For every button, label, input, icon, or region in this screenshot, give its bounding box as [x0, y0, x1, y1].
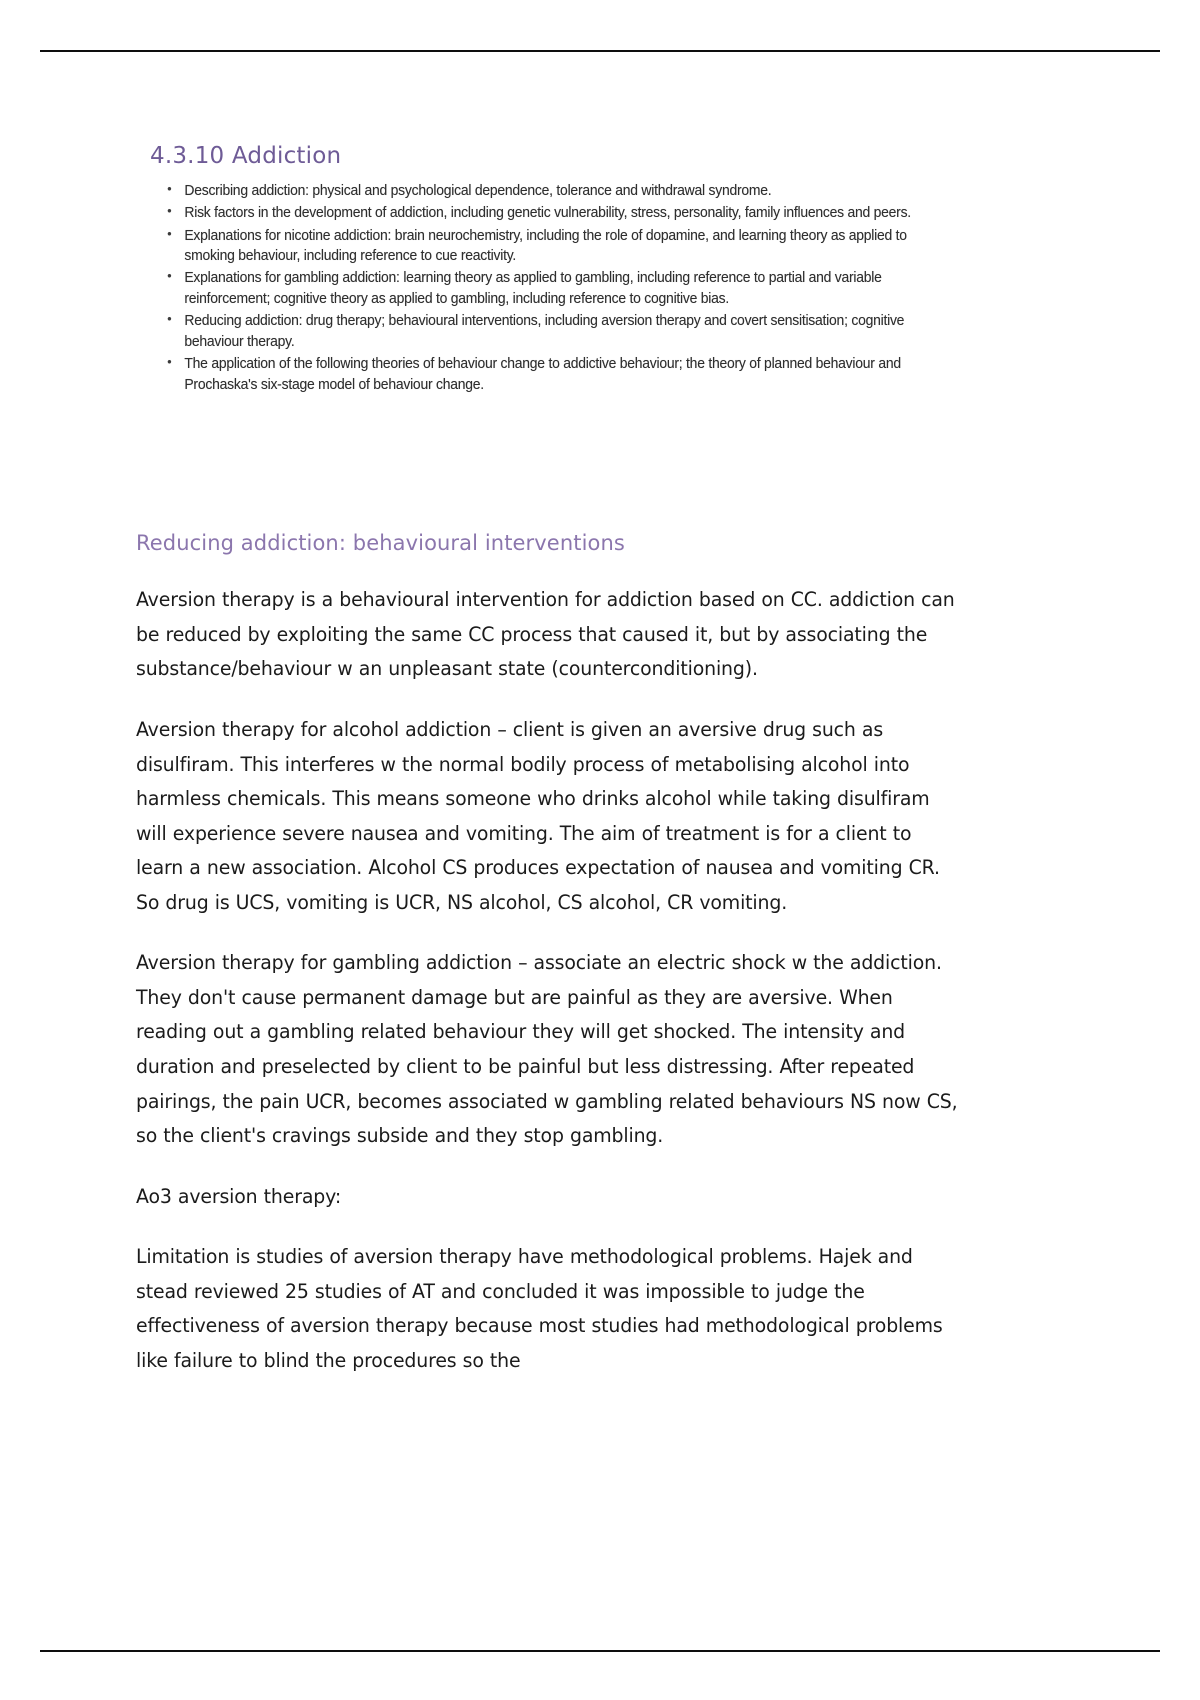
spec-heading: 4.3.10 Addiction [150, 143, 342, 169]
spec-bullet-item: • Explanations for gambling addiction: learning theory as applied to gambling, including reference to partial and variable reinforcement; cognitive theory as applied to gambling, including reference to cognitive bias. [150, 268, 943, 309]
notes-paragraph: Aversion therapy is a behavioural intervention for addiction based on CC. addiction can be reduced by exploiting the same CC process that caused it, but by associating the substance/behaviour w an unpleasant state (counterconditioning). [136, 588, 955, 681]
spec-bullet-list [150, 181, 980, 395]
notes-paragraph: Aversion therapy for alcohol addiction – client is given an aversive drug such as disulfiram. This interferes w the normal bodily process of metabolising alcohol into harmless chemicals. This means someone who drinks alcohol while taking disulfiram will experience severe nausea and vomiting. The aim of treatment is for a client to learn a new association. Alcohol CS produces expectation of nausea and vomiting CR. So drug is UCS, vomiting is UCR, NS alcohol, CS alcohol, CR vomiting. [136, 717, 940, 914]
notes-paragraph: Aversion therapy for gambling addiction – associate an electric shock w the addiction. They don't cause permanent damage but are painful as they are aversive. When reading out a gambling related behaviour they will get shocked. The intensity and duration and preselected by client to be painful but less distressing. After repeated pairings, the pain UCR, becomes associated w gambling related behaviours NS now CS, so the client's cravings subside and they stop gambling. [136, 951, 958, 1148]
page-bottom-rule [40, 1650, 1160, 1652]
spec-bullet-item: • Describing addiction: physical and psychological dependence, tolerance and withdrawal syndrome. [150, 181, 943, 201]
notes-paragraph: Limitation is studies of aversion therapy have methodological problems. Hajek and stead reviewed 25 studies of AT and concluded it was impossible to judge the effectiveness of aversion therapy because most studies had methodological problems like failure to blind the procedures so the [136, 1245, 943, 1372]
specification-excerpt [150, 142, 980, 397]
notes-body [136, 530, 976, 1379]
spec-bullet-item: • Risk factors in the development of addiction, including genetic vulnerability, stress, personality, family influences and peers. [150, 203, 943, 223]
page-top-rule [40, 50, 1160, 52]
spec-bullet-item: • Explanations for nicotine addiction: brain neurochemistry, including the role of dopamine, and learning theory as applied to smoking behaviour, including reference to cue reactivity. [150, 226, 943, 267]
spec-bullet-item: • Reducing addiction: drug therapy; behavioural interventions, including aversion therapy and covert sensitisation; cognitive behaviour therapy. [150, 311, 943, 352]
notes-subheading-ao3: Ao3 aversion therapy: [136, 1184, 342, 1208]
notes-section-heading: Reducing addiction: behavioural interventions [136, 531, 625, 555]
spec-bullet-item: • The application of the following theories of behaviour change to addictive behaviour; the theory of planned behaviour and Prochaska's six-stage model of behaviour change. [150, 354, 943, 395]
